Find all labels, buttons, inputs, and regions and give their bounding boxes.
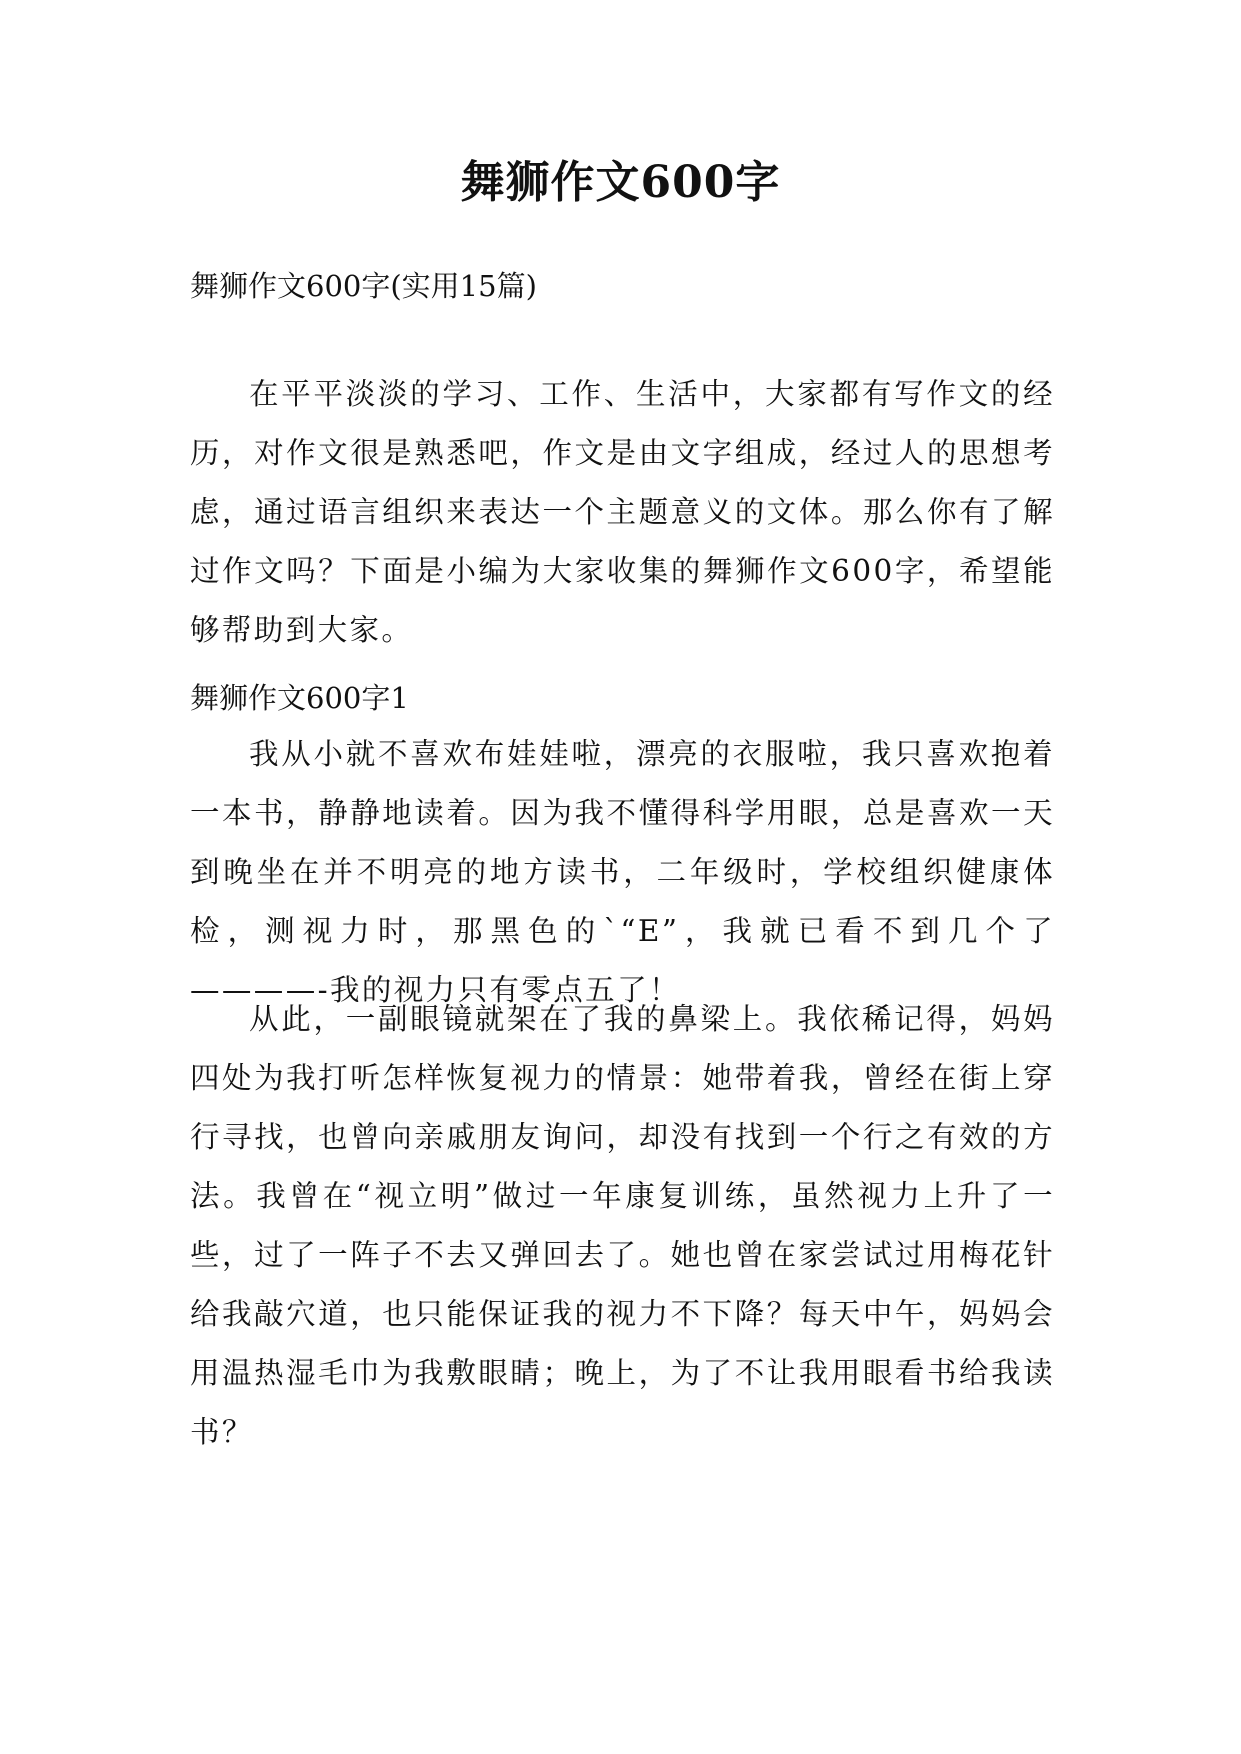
document-title: 舞狮作文600字 bbox=[460, 157, 781, 208]
intro-paragraph: 在平平淡淡的学习、工作、生活中，大家都有写作文的经历，对作文很是熟悉吧，作文是由文字组成，经过人的思想考虑，通过语言组织来表达一个主题意义的文体。那么你有了解过作文吗？下面是小编为大家收集的舞狮作文600字，希望能够帮助到大家。 bbox=[190, 377, 1055, 647]
document-subtitle: 舞狮作文600字(实用15篇) bbox=[190, 269, 537, 303]
body-paragraph-2: 从此，一副眼镜就架在了我的鼻梁上。我依稀记得，妈妈四处为我打听怎样恢复视力的情景：她带着我，曾经在街上穿行寻找，也曾向亲戚朋友询问，却没有找到一个行之有效的方法。我曾在“视立明”做过一年康复训练，虽然视力上升了一些，过了一阵子不去又弹回去了。她也曾在家尝试过用梅花针给我敲穴道，也只能保证我的视力不下降？每天中午，妈妈会用温热湿毛巾为我敷眼睛；晚上，为了不让我用眼看书给我读书？ bbox=[190, 1002, 1055, 1449]
body-paragraph-1: 我从小就不喜欢布娃娃啦，漂亮的衣服啦，我只喜欢抱着一本书，静静地读着。因为我不懂得科学用眼，总是喜欢一天到晚坐在并不明亮的地方读书，二年级时，学校组织健康体检，测视力时，那黑色的`“E”，我就已看不到几个了————-我的视力只有零点五了！ bbox=[190, 737, 1055, 1007]
section-heading: 舞狮作文600字1 bbox=[190, 681, 409, 715]
